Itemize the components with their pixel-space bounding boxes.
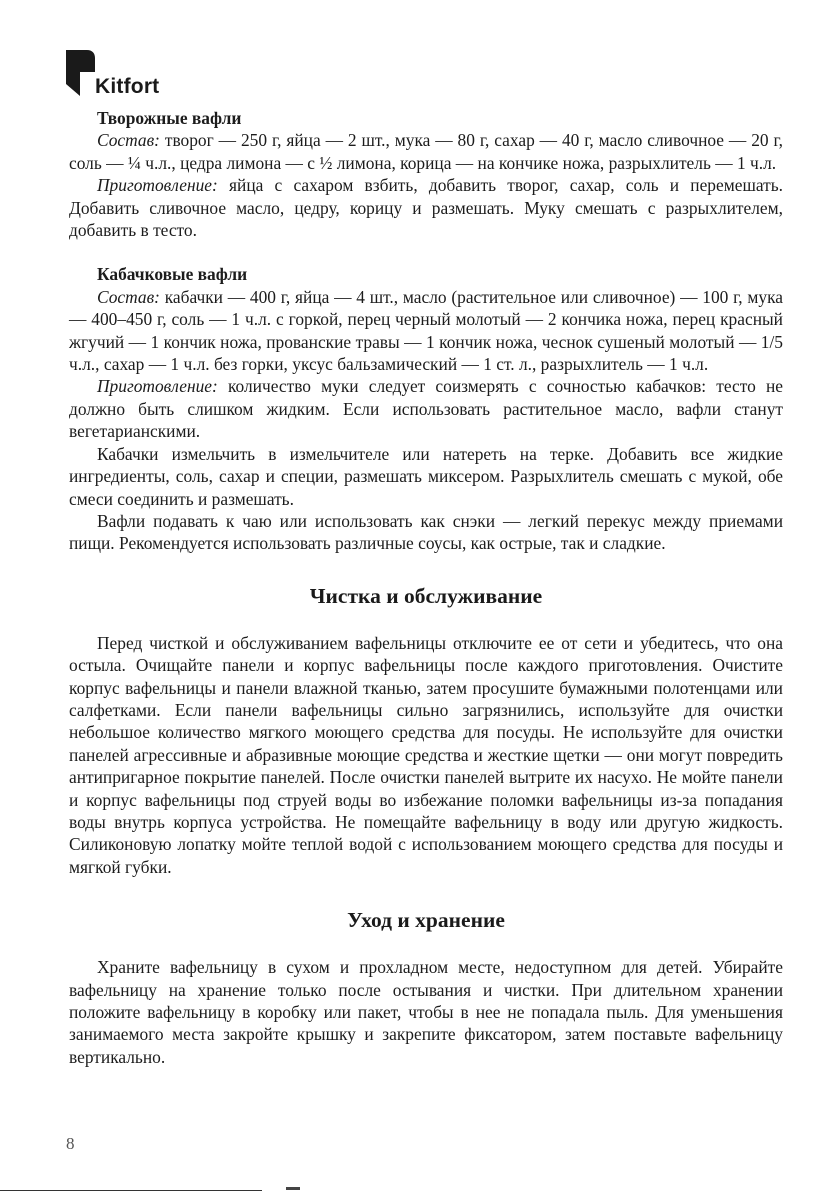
recipe-ingredients xyxy=(69,129,783,174)
method-text: яйца с сахаром взбить, добавить творог, сахар, соль и перемешать. Добавить сливочное масло, цедру, корицу и размешать. Муку смешать с разрыхлителем, добавить в тесто. xyxy=(69,175,783,241)
method-label: Приготовление: xyxy=(97,175,218,196)
recipe-method xyxy=(69,375,783,442)
bottom-divider xyxy=(0,1190,262,1191)
crop-mark xyxy=(286,1187,300,1190)
recipe-step-paragraph: Кабачки измельчить в измельчителе или натереть на терке. Добавить все жидкие ингредиенты, соль, сахар и специи, размешать миксером. Разрыхлитель смешать с мукой, обе смеси соединить и размешать. xyxy=(69,443,783,509)
cleaning-paragraph: Перед чисткой и обслуживанием вафельницы отключите ее от сети и убедитесь, что она остыла. Очищайте панели и корпус вафельницы после каждого приготовления. Очистите корпус вафельницы и панели влажной тканью, затем просушите бумажными полотенцами или салфетками. Если панели вафельницы сильно загрязнились, используйте для очистки небольшое количество мягкого моющего средства для посуды. Не используйте для очистки панелей агрессивные и абразивные моющие средства и жесткие щетки — они могут повредить антипригарное покрытие панелей. После очистки панелей вытрите их насухо. Не мойте панели и корпус вафельницы под струей воды во избежание поломки вафельницы из-за попадания воды внутрь корпуса устройства. Не помещайте вафельницу в воду или другую жидкость. Силиконовую лопатку мойте теплой водой с использованием моющего средства для посуды и мягкой губки. xyxy=(69,632,783,877)
brand-logo xyxy=(66,50,176,100)
recipe-method xyxy=(69,174,783,241)
method-text: количество муки следует соизмерять с сочностью кабачков: тесто не должно быть слишком жидким. Если использовать растительное масло, вафли станут вегетарианскими. xyxy=(69,376,783,442)
kitfort-logo-icon xyxy=(66,50,96,96)
section-heading-cleaning: Чистка и обслуживание xyxy=(309,583,543,608)
page-content xyxy=(69,107,783,1068)
ingredients-label: Состав: xyxy=(97,130,160,151)
recipe-cottage-waffles xyxy=(69,107,783,241)
method-label: Приготовление: xyxy=(97,376,218,397)
ingredients-label: Состав: xyxy=(97,286,160,307)
page-number: 8 xyxy=(66,1134,75,1153)
section-heading-storage: Уход и хранение xyxy=(347,908,505,933)
recipe-zucchini-waffles xyxy=(69,263,783,554)
brand-name: Kitfort xyxy=(95,75,160,98)
recipe-ingredients xyxy=(69,286,783,376)
storage-paragraph: Храните вафельницу в сухом и прохладном месте, недоступном для детей. Убирайте вафельницу на хранение только после остывания и чистки. При длительном хранении положите вафельницу в коробку или пакет, чтобы в нее не попадала пыль. Для уменьшения занимаемого места закройте крышку и закрепите фиксатором, затем поставьте вафельницу вертикально. xyxy=(69,957,783,1067)
recipe-title: Кабачковые вафли xyxy=(97,264,248,285)
recipe-title: Творожные вафли xyxy=(97,108,242,128)
ingredients-text: творог — 250 г, яйца — 2 шт., мука — 80 г, сахар — 40 г, масло сливочное — 20 г, соль — ¼ ч.л., цедра лимона — с ½ лимона, корица — на кончике ножа, разрыхлитель — 1 ч.л. xyxy=(69,130,783,173)
recipe-serving-paragraph: Вафли подавать к чаю или использовать как снэки — легкий перекус между приемами пищи. Рекомендуется использовать различные соусы, как острые, так и сладкие. xyxy=(69,510,783,554)
ingredients-text: кабачки — 400 г, яйца — 4 шт., масло (растительное или сливочное) — 100 г, мука — 400–450 г, соль — 1 ч.л. с горкой, перец черный молотый — 2 кончика ножа, перец красный жгучий — 1 кончик ножа, прованские травы — 1 кончик ножа, чеснок сушеный молотый — 1/5 ч.л., сахар — 1 ч.л. без горки, уксус бальзамический — 1 ст. л., разрыхлитель — 1 ч.л. xyxy=(69,286,783,375)
